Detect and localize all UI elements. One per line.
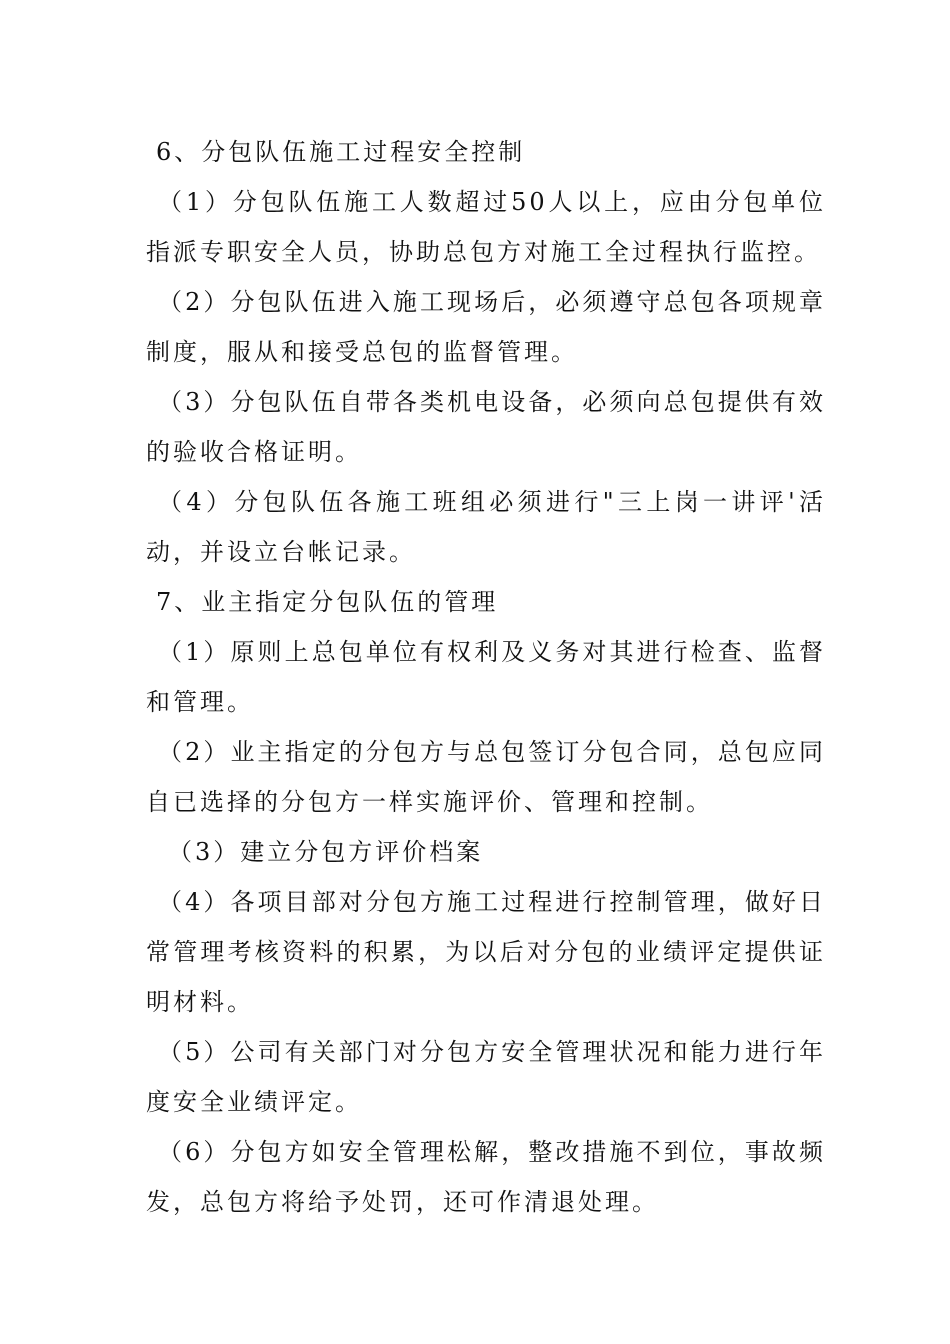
section-6-item-3: （3）分包队伍自带各类机电设备，必须向总包提供有效的验收合格证明。	[146, 388, 826, 466]
section-7-item-4: （4）各项目部对分包方施工过程进行控制管理，做好日常管理考核资料的积累，为以后对分包的业绩评定提供证明材料。	[146, 888, 826, 1016]
section-7-item-5: （5）公司有关部门对分包方安全管理状况和能力进行年度安全业绩评定。	[146, 1038, 826, 1116]
section-7-item-2: （2）业主指定的分包方与总包签订分包合同，总包应同自已选择的分包方一样实施评价、管理和控制。	[146, 738, 826, 816]
section-7-item-3: （3）建立分包方评价档案	[168, 838, 484, 866]
section-6-item-2: （2）分包队伍进入施工现场后，必须遵守总包各项规章制度，服从和接受总包的监督管理。	[146, 288, 826, 366]
section-6-item-4: （4）分包队伍各施工班组必须进行"三上岗一讲评'活动，并设立台帐记录。	[146, 488, 826, 566]
document-body	[146, 127, 826, 1227]
section-7-heading: 7、业主指定分包队伍的管理	[156, 588, 499, 616]
section-6-item-1: （1）分包队伍施工人数超过50人以上，应由分包单位指派专职安全人员，协助总包方对施工全过程执行监控。	[146, 188, 826, 266]
section-7-item-1: （1）原则上总包单位有权利及义务对其进行检查、监督和管理。	[146, 638, 826, 716]
section-6-heading: 6、分包队伍施工过程安全控制	[156, 138, 526, 166]
section-7-item-6: （6）分包方如安全管理松解，整改措施不到位，事故频发，总包方将给予处罚，还可作清退处理。	[146, 1138, 826, 1216]
